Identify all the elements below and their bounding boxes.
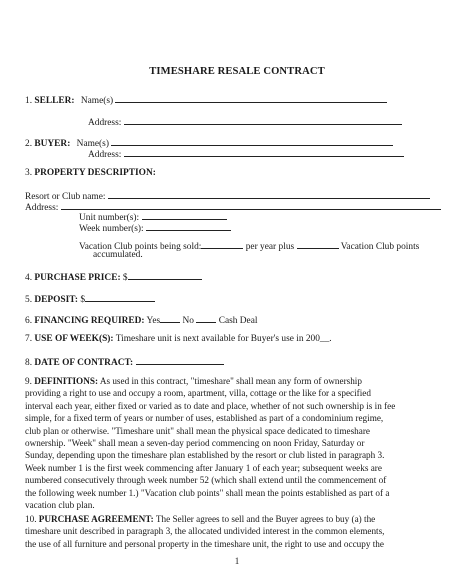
seller-address-label: Address: [88,118,122,128]
agreement-line: the use of all furniture and personal property in the timeshare unit, the right to use and occupy the [25,538,384,549]
seller-name-field[interactable] [115,92,387,103]
document-title: TIMESHARE RESALE CONTRACT [149,66,325,77]
vc-text-3: Vacation Club points [340,242,420,252]
price-currency: $ [122,273,128,283]
deposit-currency: $ [80,295,85,305]
buyer-name-field[interactable] [111,135,393,146]
definitions-line: 9. DEFINITIONS: As used in this contract, "timeshare" shall mean any form of ownership [25,376,362,386]
week-numbers-label: Week number(s): [79,224,144,234]
deposit-row [25,291,155,306]
vc-points-sold-field[interactable] [201,238,243,249]
deposit-number: 5. [25,295,33,305]
financing-yes-field[interactable] [160,312,180,323]
vc-text-1: Vacation Club points being sold: [79,242,202,252]
property-label: PROPERTY DESCRIPTION: [34,168,156,178]
seller-address-field[interactable] [124,114,402,125]
seller-label: SELLER: [34,96,75,106]
use-weeks-label: USE OF WEEK(S): [34,334,114,344]
use-weeks-text: Timeshare unit is next available for Buyer's use in 200__. [115,334,332,344]
definitions-number: 9. [25,376,32,386]
price-number: 4. [25,273,33,283]
deposit-label: DEPOSIT: [34,295,78,305]
definitions-line: vacation club plan. [25,500,95,511]
vc-text-4: accumulated. [93,250,143,260]
definitions-line: interval each year, either fixed or varied as to date and place, whether of not such ownership is in fee [25,400,396,411]
financing-no-field[interactable] [196,312,216,323]
price-row [25,269,202,284]
agreement-paragraph [25,513,445,550]
seller-address-row [88,114,402,129]
date-row [25,354,224,369]
financing-yes-label: Yes [146,316,161,326]
agreement-line: timeshare unit described in paragraph 3, the allocated undivided interest in the common elements, [25,526,385,537]
definitions-line: simple, for a fixed term of years or number of uses, established as part of a condominium regime, [25,413,384,424]
use-weeks-number: 7. [25,334,33,344]
buyer-label: BUYER: [34,139,71,149]
definitions-line: Sunday, depending upon the timeshare plan established by the resort or club listed in paragraph 3. [25,450,385,461]
date-field[interactable] [136,354,224,365]
definitions-line: numbered consecutively through week number 52 (which shall extend until the commencement of [25,475,387,486]
use-weeks-row [25,333,332,345]
week-numbers-field[interactable] [146,220,231,231]
property-address-label: Address: [25,203,59,213]
seller-name-label: Name(s) [80,96,114,106]
property-number: 3. [25,168,33,178]
date-number: 8. [25,358,33,368]
week-numbers-row [79,220,231,235]
definitions-label: DEFINITIONS: [34,376,99,386]
financing-row [25,312,257,327]
buyer-number: 2. [25,139,33,149]
vc-points-accumulated-field[interactable] [297,238,339,249]
resort-name-field[interactable] [108,188,430,199]
buyer-address-field[interactable] [124,146,404,157]
date-label: DATE OF CONTRACT: [34,358,134,368]
buyer-address-row [88,146,404,161]
vc-text-2: per year plus [245,242,295,252]
definitions-line: providing a right to use and occupy a room, apartment, villa, cottage or the like for a specified [25,388,371,399]
definitions-line: club plan or otherwise. "Timeshare unit" shall mean the physical space dedicated to timeshare [25,425,370,436]
deposit-field[interactable] [85,291,155,302]
seller-section [25,92,387,107]
agreement-line: 10. PURCHASE AGREEMENT: The Seller agrees to sell and the Buyer agrees to buy (a) the [25,514,376,524]
unit-numbers-label: Unit number(s): [79,213,140,223]
definitions-paragraph [25,375,445,511]
buyer-name-label: Name(s) [76,139,109,149]
agreement-number: 10. [25,514,37,524]
price-field[interactable] [128,269,202,280]
definitions-line: ownership. "Week" shall mean a seven-day period commencing on noon Friday, Saturday or [25,438,365,449]
seller-number: 1. [25,96,33,106]
unit-numbers-field[interactable] [142,209,227,220]
resort-label: Resort or Club name: [25,192,106,202]
financing-no-label: No [182,316,194,326]
financing-label: FINANCING REQUIRED: [34,316,145,326]
price-label: PURCHASE PRICE: [34,273,121,283]
buyer-address-label: Address: [88,150,122,160]
financing-number: 6. [25,316,33,326]
definitions-line: Week number 1 is the first week commencing after January 1 of each year; subsequent weeks are [25,462,382,473]
property-heading [25,167,156,179]
definitions-line: the following week number 1.) "Vacation club points" shall mean the points established as part of a [25,487,390,498]
financing-cash-label: Cash Deal [218,316,258,326]
page-number: 1 [234,556,240,566]
agreement-label: PURCHASE AGREEMENT: [38,514,154,524]
